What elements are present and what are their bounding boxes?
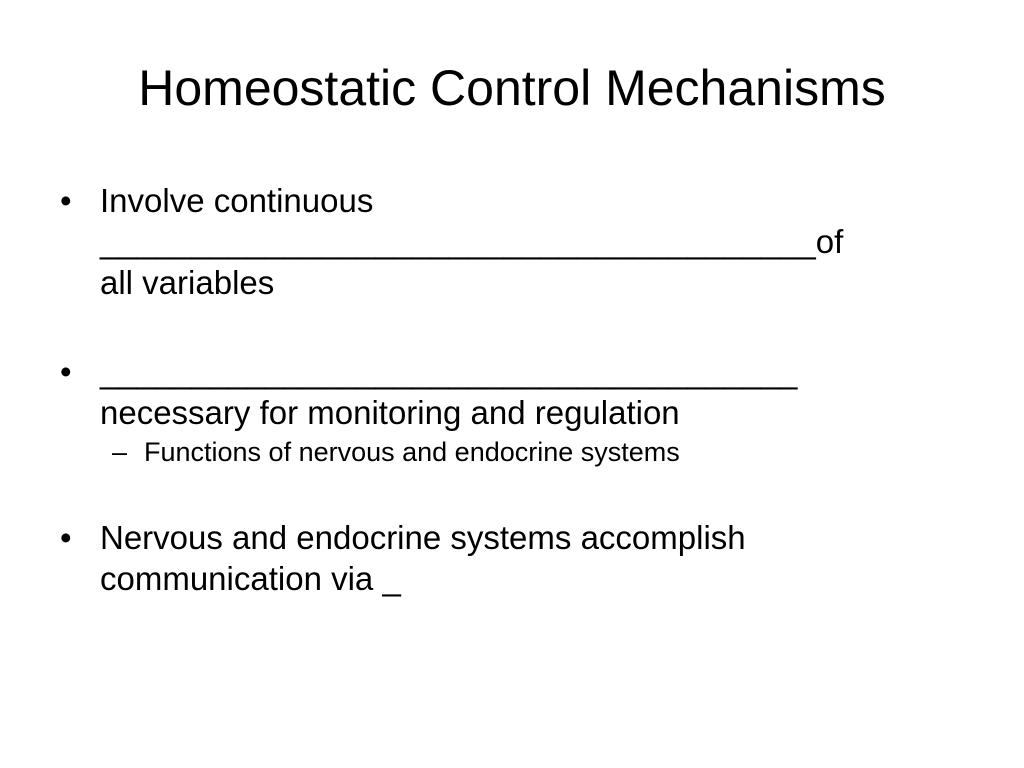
bullet-icon: • — [60, 519, 72, 556]
bullet-text-line: ______________________________________ — [100, 353, 798, 390]
bullet-text-line: _______________________________________of — [100, 223, 844, 260]
bullet-icon: • — [60, 182, 72, 219]
spacer — [56, 303, 956, 351]
slide-title: Homeostatic Control Mechanisms — [138, 60, 886, 116]
bullet-item — [56, 351, 956, 433]
sub-bullet-item — [56, 435, 956, 469]
bullet-item — [56, 180, 956, 303]
bullet-text-line: necessary for monitoring and regulation — [100, 394, 680, 431]
bullet-item — [56, 517, 956, 599]
bullet-text-line: communication via _ — [100, 560, 401, 597]
spacer — [56, 469, 956, 517]
bullet-icon: • — [60, 353, 72, 390]
dash-icon: – — [112, 437, 128, 467]
bullet-text-line: Nervous and endocrine systems accomplish — [100, 519, 746, 556]
bullet-text-line: Involve continuous — [100, 182, 374, 219]
bullet-text-line: all variables — [100, 264, 275, 301]
slide-body — [56, 180, 956, 599]
sub-bullet-text: Functions of nervous and endocrine systems — [144, 437, 680, 467]
